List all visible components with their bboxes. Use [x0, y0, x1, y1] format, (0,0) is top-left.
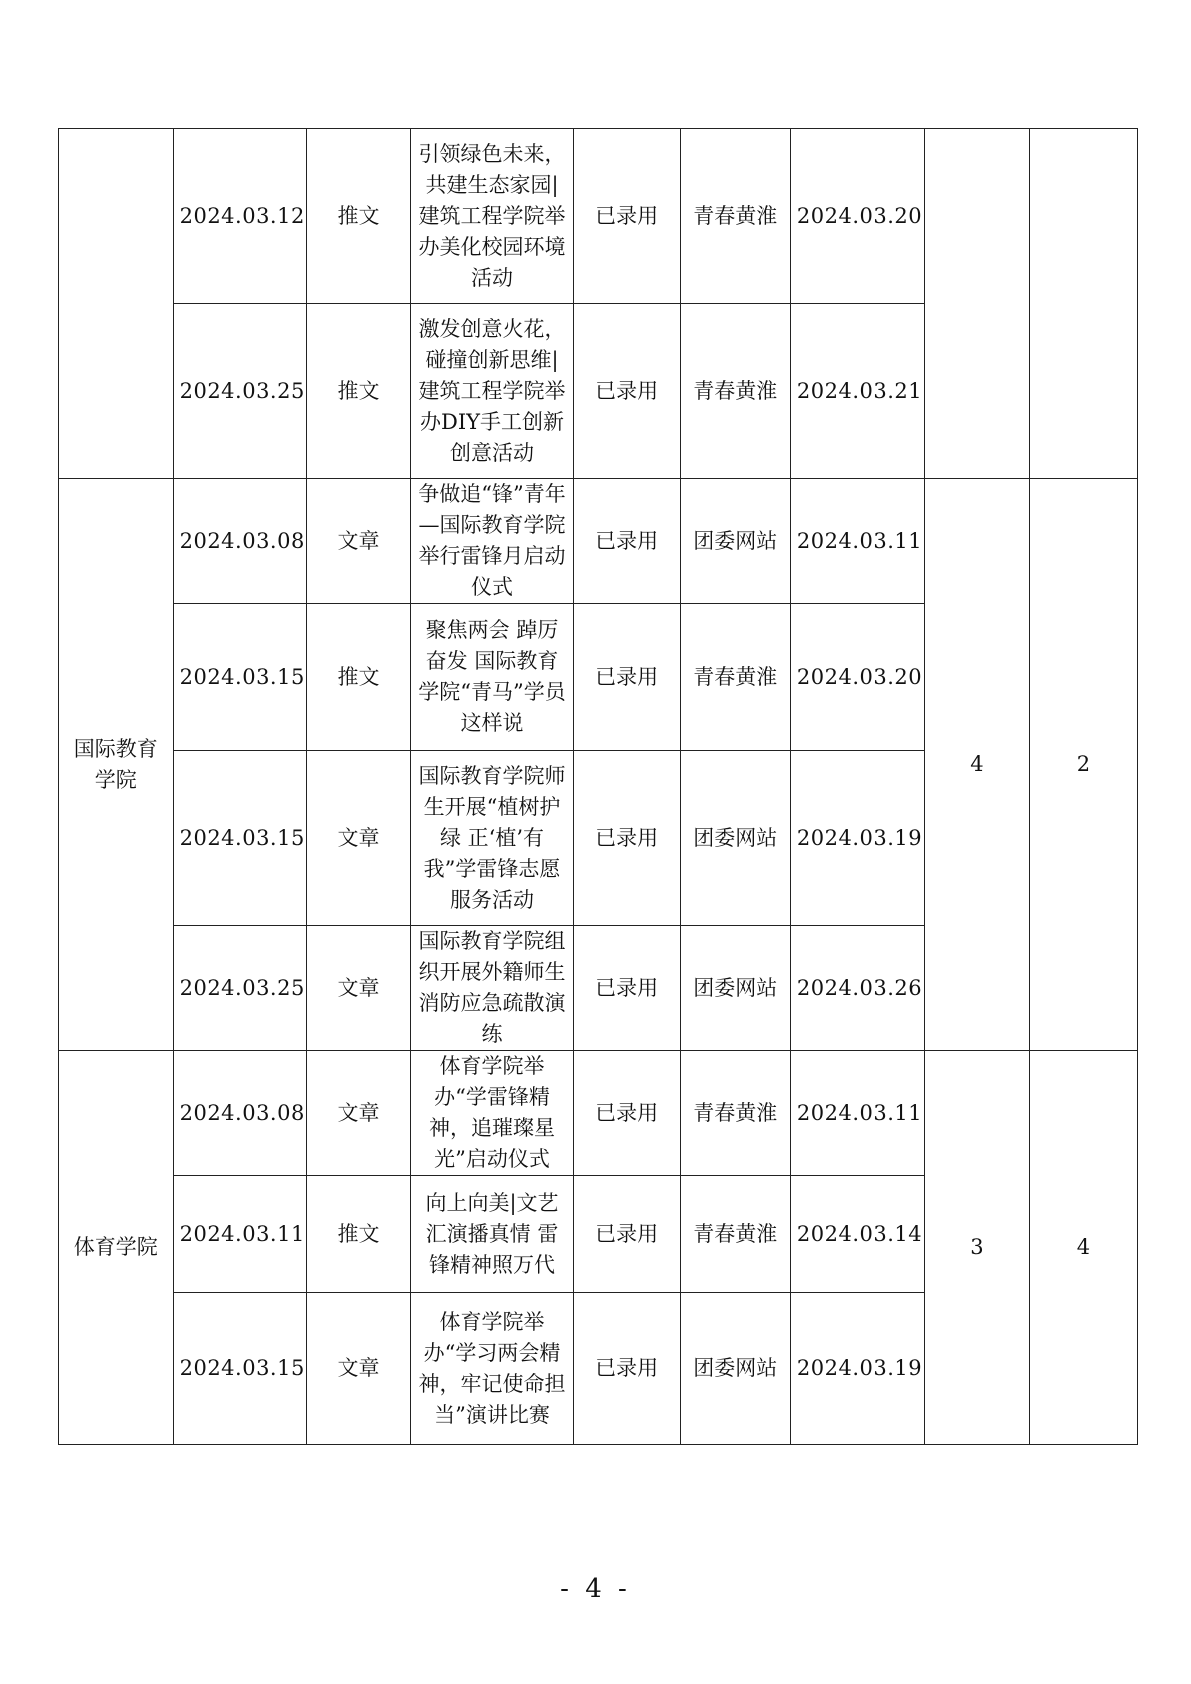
publish-date-cell: 2024.03.26: [790, 926, 924, 1051]
submission-table: [58, 128, 1138, 1445]
publish-date-cell: 2024.03.20: [790, 604, 924, 751]
platform-cell: 青春黄淮: [680, 1176, 790, 1293]
platform-cell: 团委网站: [680, 1293, 790, 1445]
title-cell: 体育学院举办“学雷锋精神，追璀璨星光”启动仪式: [411, 1051, 573, 1176]
submit-date-cell: 2024.03.25: [173, 304, 306, 479]
submit-date-cell: 2024.03.15: [173, 604, 306, 751]
table-row: [59, 1051, 1138, 1176]
title-cell: 引领绿色未来，共建生态家园|建筑工程学院举办美化校园环境活动: [411, 129, 573, 304]
college-cell: 国际教育学院: [59, 479, 174, 1051]
type-cell: 推文: [306, 129, 411, 304]
college-cell: 体育学院: [59, 1051, 174, 1445]
publish-date-cell: 2024.03.19: [790, 1293, 924, 1445]
status-cell: 已录用: [573, 304, 680, 479]
total-count-cell: [924, 129, 1029, 479]
type-cell: 文章: [306, 926, 411, 1051]
title-cell: 向上向美|文艺汇演播真情 雷锋精神照万代: [411, 1176, 573, 1293]
title-cell: 国际教育学院师生开展“植树护绿 正‘植’有我”学雷锋志愿服务活动: [411, 751, 573, 926]
platform-cell: 青春黄淮: [680, 304, 790, 479]
publish-date-cell: 2024.03.21: [790, 304, 924, 479]
table-row: [59, 129, 1138, 304]
title-cell: 争做追“锋”青年—国际教育学院举行雷锋月启动仪式: [411, 479, 573, 604]
publish-date-cell: 2024.03.19: [790, 751, 924, 926]
title-cell: 国际教育学院组织开展外籍师生消防应急疏散演练: [411, 926, 573, 1051]
publish-date-cell: 2024.03.11: [790, 479, 924, 604]
submit-date-cell: 2024.03.08: [173, 1051, 306, 1176]
status-cell: 已录用: [573, 1176, 680, 1293]
platform-cell: 团委网站: [680, 479, 790, 604]
table-row: [59, 479, 1138, 604]
extra-count-cell: [1029, 129, 1137, 479]
status-cell: 已录用: [573, 604, 680, 751]
extra-count-cell: 4: [1029, 1051, 1137, 1445]
type-cell: 推文: [306, 304, 411, 479]
total-count-cell: 3: [924, 1051, 1029, 1445]
type-cell: 文章: [306, 479, 411, 604]
platform-cell: 团委网站: [680, 926, 790, 1051]
platform-cell: 青春黄淮: [680, 1051, 790, 1176]
status-cell: 已录用: [573, 129, 680, 304]
publish-date-cell: 2024.03.11: [790, 1051, 924, 1176]
title-cell: 激发创意火花，碰撞创新思维|建筑工程学院举办DIY手工创新创意活动: [411, 304, 573, 479]
title-cell: 体育学院举办“学习两会精神，牢记使命担当”演讲比赛: [411, 1293, 573, 1445]
status-cell: 已录用: [573, 479, 680, 604]
platform-cell: 团委网站: [680, 751, 790, 926]
total-count-cell: 4: [924, 479, 1029, 1051]
publish-date-cell: 2024.03.14: [790, 1176, 924, 1293]
status-cell: 已录用: [573, 1293, 680, 1445]
submit-date-cell: 2024.03.25: [173, 926, 306, 1051]
extra-count-cell: 2: [1029, 479, 1137, 1051]
type-cell: 推文: [306, 1176, 411, 1293]
submit-date-cell: 2024.03.08: [173, 479, 306, 604]
status-cell: 已录用: [573, 1051, 680, 1176]
page-number: - 4 -: [560, 1574, 631, 1604]
college-cell: [59, 129, 174, 479]
status-cell: 已录用: [573, 751, 680, 926]
type-cell: 文章: [306, 751, 411, 926]
submit-date-cell: 2024.03.15: [173, 1293, 306, 1445]
status-cell: 已录用: [573, 926, 680, 1051]
submit-date-cell: 2024.03.11: [173, 1176, 306, 1293]
submit-date-cell: 2024.03.12: [173, 129, 306, 304]
type-cell: 文章: [306, 1051, 411, 1176]
platform-cell: 青春黄淮: [680, 604, 790, 751]
type-cell: 文章: [306, 1293, 411, 1445]
publish-date-cell: 2024.03.20: [790, 129, 924, 304]
submit-date-cell: 2024.03.15: [173, 751, 306, 926]
type-cell: 推文: [306, 604, 411, 751]
platform-cell: 青春黄淮: [680, 129, 790, 304]
title-cell: 聚焦两会 踔厉奋发 国际教育学院“青马”学员这样说: [411, 604, 573, 751]
